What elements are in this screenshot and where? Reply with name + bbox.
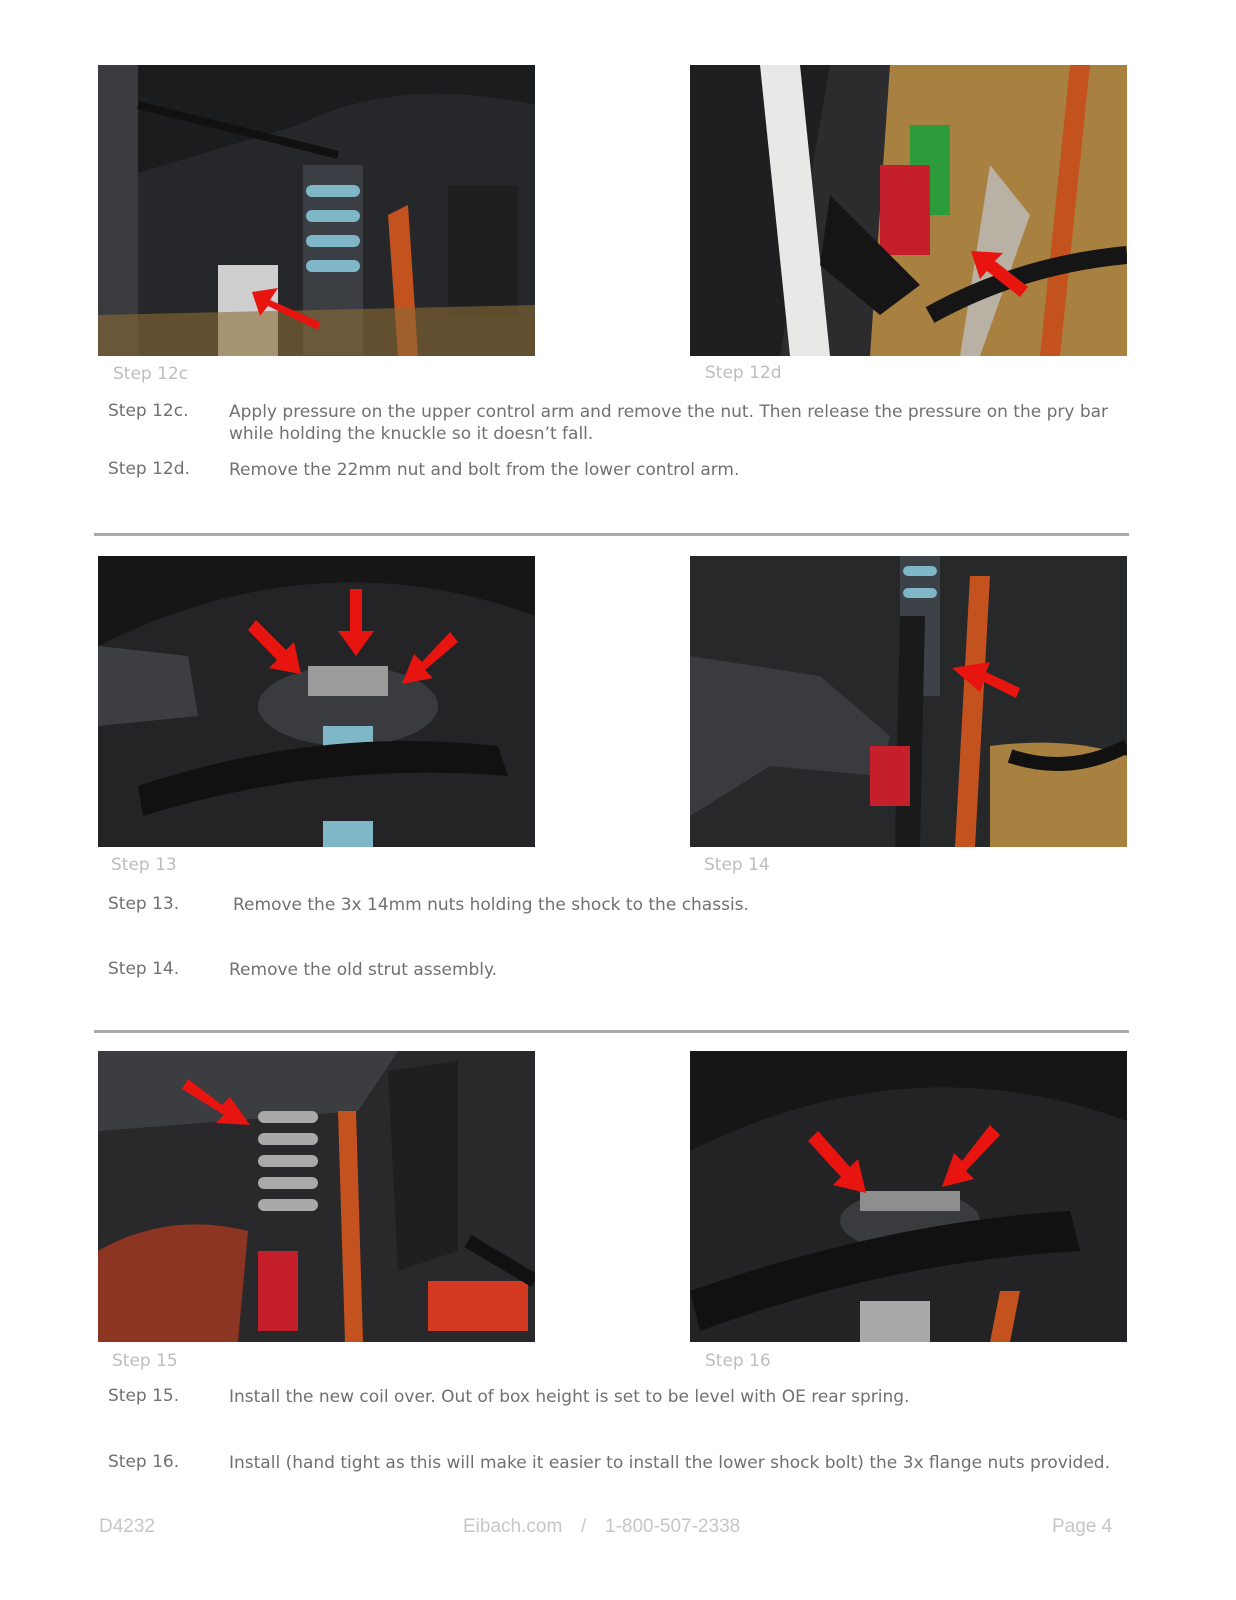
photo-step-12d-image (690, 65, 1127, 356)
photo-step-12d (690, 65, 1127, 356)
step-text: Install the new coil over. Out of box height is set to be level with OE rear spring. (229, 1387, 910, 1407)
step-text: Install (hand tight as this will make it easier to install the lower shock bolt) the 3x flange nuts provided. (229, 1453, 1110, 1473)
photo-step-13-image (98, 556, 535, 847)
footer-phone: 1-800-507-2338 (605, 1516, 741, 1537)
step-label: Step 13. (108, 894, 180, 914)
footer-site-link[interactable]: Eibach.com (463, 1516, 563, 1537)
photo-step-13 (98, 556, 535, 847)
photo-step-16-image (690, 1051, 1127, 1342)
footer-page-number: Page 4 (1052, 1516, 1113, 1537)
photo-step-12c-image (98, 65, 535, 356)
photo-step-16 (690, 1051, 1127, 1342)
photo-step-15 (98, 1051, 535, 1342)
section-divider (94, 533, 1129, 536)
photo-caption: Step 15 (112, 1351, 178, 1371)
section-divider (94, 1030, 1129, 1033)
step-text: Remove the 22mm nut and bolt from the lower control arm. (229, 460, 740, 480)
step-label: Step 16. (108, 1452, 180, 1472)
photo-caption: Step 14 (704, 855, 770, 875)
step-label: Step 14. (108, 959, 180, 979)
step-text: Remove the 3x 14mm nuts holding the shock to the chassis. (233, 895, 749, 915)
photo-step-14-image (690, 556, 1127, 847)
photo-step-15-image (98, 1051, 535, 1342)
photo-step-14 (690, 556, 1127, 847)
footer-doc-id: D4232 (99, 1516, 155, 1537)
photo-caption: Step 12d (705, 363, 782, 383)
photo-step-12c (98, 65, 535, 356)
photo-caption: Step 16 (705, 1351, 771, 1371)
step-label: Step 12d. (108, 459, 190, 479)
photo-caption: Step 12c (113, 364, 189, 384)
step-label: Step 12c. (108, 401, 189, 421)
step-text: Remove the old strut assembly. (229, 960, 498, 980)
footer-separator: / (581, 1516, 587, 1537)
step-text: Apply pressure on the upper control arm and remove the nut. Then release the pressure on the pry bar while holding the knuckle so it doesn’t fall. (229, 402, 1109, 444)
step-label: Step 15. (108, 1386, 180, 1406)
photo-caption: Step 13 (111, 855, 177, 875)
